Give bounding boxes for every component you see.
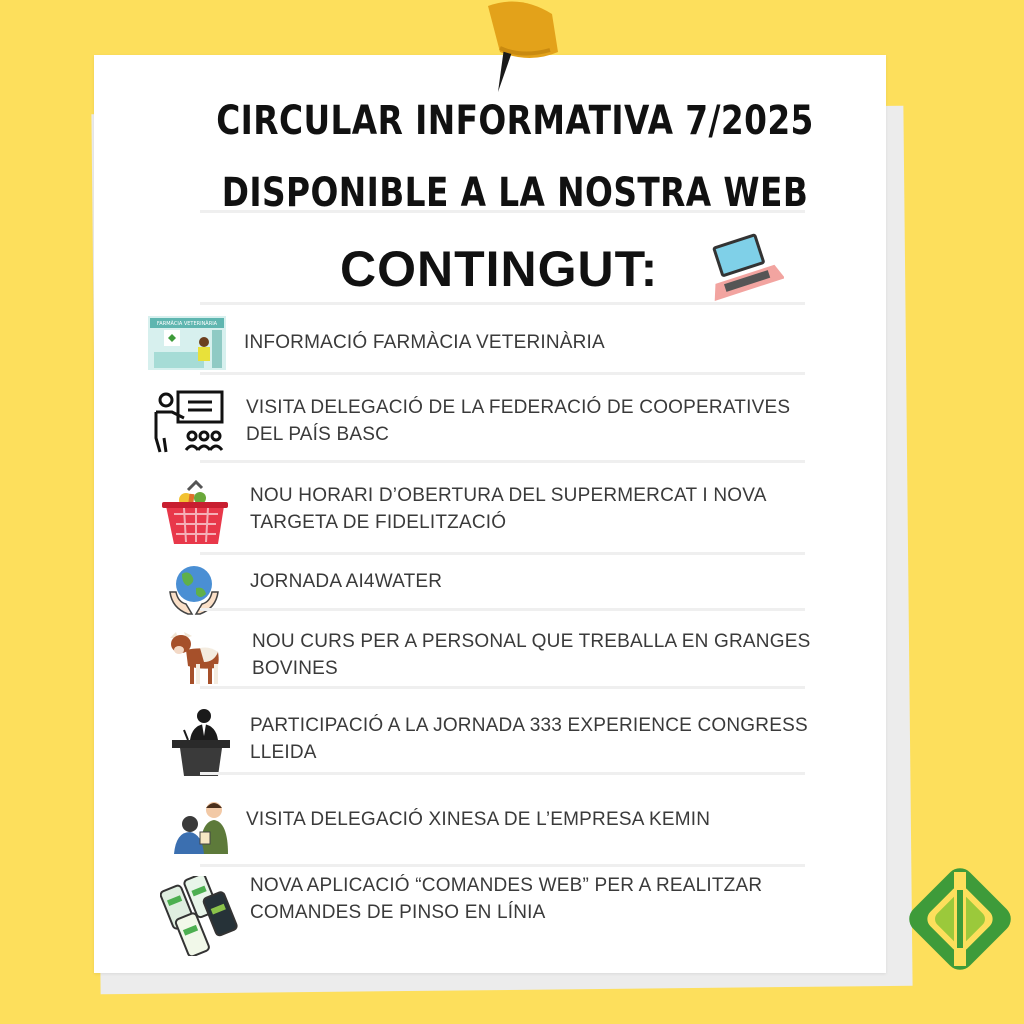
laptop-icon xyxy=(706,232,784,304)
divider xyxy=(200,552,805,555)
meeting-people-icon xyxy=(174,798,230,854)
divider xyxy=(200,772,805,775)
presentation-icon xyxy=(148,388,228,458)
calf-icon xyxy=(164,628,224,688)
list-item xyxy=(140,702,820,792)
pharmacy-sign-text: FARMÀCIA VETERINÀRIA xyxy=(156,321,218,327)
contents-heading: CONTINGUT: xyxy=(340,241,659,297)
divider xyxy=(200,460,805,463)
phones-icon xyxy=(160,876,240,956)
pharmacy-icon xyxy=(148,316,226,370)
title-line-2: DISPONIBLE A LA NOSTRA WEB xyxy=(221,170,809,216)
shopping-basket-icon xyxy=(162,480,228,552)
cooperative-logo xyxy=(904,862,1016,976)
speaker-podium-icon xyxy=(170,706,232,778)
item-text: JORNADA AI4WATER xyxy=(250,571,443,592)
item-text: NOU CURS PER A PERSONAL QUE TREBALLA EN GRANGES BOVINES xyxy=(252,631,811,679)
divider xyxy=(200,372,805,375)
item-text: NOVA APLICACIÓ “COMANDES WEB” PER A REALITZAR COMANDES DE PINSO EN LÍNIA xyxy=(250,875,763,923)
item-text: PARTICIPACIÓ A LA JORNADA 333 EXPERIENCE CONGRESS LLEIDA xyxy=(250,715,808,763)
divider xyxy=(200,864,805,867)
title-line-1: CIRCULAR INFORMATIVA 7/2025 xyxy=(216,98,814,144)
pushpin-icon xyxy=(470,0,570,100)
list-item xyxy=(140,624,820,714)
item-text: INFORMACIÓ FARMÀCIA VETERINÀRIA xyxy=(244,332,605,353)
divider xyxy=(200,302,805,305)
divider xyxy=(200,686,805,689)
item-text: VISITA DELEGACIÓ DE LA FEDERACIÓ DE COOPERATIVES DEL PAÍS BASC xyxy=(246,397,791,445)
item-text: VISITA DELEGACIÓ XINESA DE L’EMPRESA KEMIN xyxy=(246,809,711,830)
item-text: NOU HORARI D’OBERTURA DEL SUPERMERCAT I NOVA TARGETA DE FIDELITZACIÓ xyxy=(250,485,766,533)
divider xyxy=(200,608,805,611)
list-item xyxy=(140,868,820,958)
